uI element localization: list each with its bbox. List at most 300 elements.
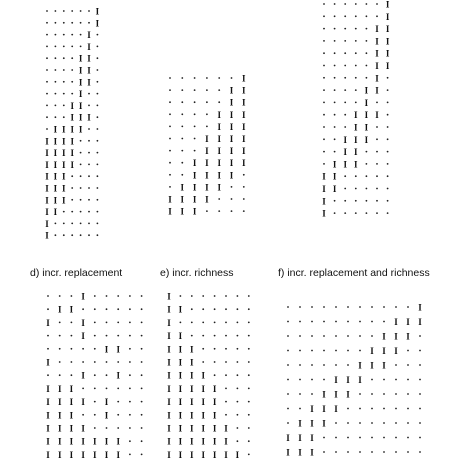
empty-cell xyxy=(311,306,313,308)
occupied-cell: I xyxy=(57,449,62,460)
empty-cell xyxy=(387,102,389,104)
empty-cell xyxy=(355,200,357,202)
occupied-cell: I xyxy=(364,97,369,108)
empty-cell xyxy=(181,126,183,128)
empty-cell xyxy=(191,308,193,310)
empty-cell xyxy=(395,408,397,410)
occupied-cell: I xyxy=(190,449,194,460)
empty-cell xyxy=(169,126,171,128)
empty-cell xyxy=(80,152,82,154)
empty-cell xyxy=(335,451,337,453)
occupied-cell: I xyxy=(78,89,83,100)
empty-cell xyxy=(347,306,349,308)
empty-cell xyxy=(202,348,204,350)
empty-cell xyxy=(106,295,108,297)
empty-cell xyxy=(359,422,361,424)
empty-cell xyxy=(344,28,346,30)
occupied-cell: I xyxy=(78,100,83,111)
empty-cell xyxy=(347,422,349,424)
empty-cell xyxy=(311,393,313,395)
empty-cell xyxy=(335,422,337,424)
occupied-cell: I xyxy=(364,85,369,96)
empty-cell xyxy=(323,126,325,128)
occupied-cell: I xyxy=(385,61,390,71)
empty-cell xyxy=(88,140,90,142)
empty-cell xyxy=(46,46,48,48)
empty-cell xyxy=(344,77,346,79)
occupied-cell: I xyxy=(205,158,209,169)
empty-cell xyxy=(237,374,239,376)
occupied-cell: I xyxy=(167,304,171,315)
empty-cell xyxy=(194,138,196,140)
empty-cell xyxy=(206,126,208,128)
empty-cell xyxy=(71,295,73,297)
occupied-cell: I xyxy=(57,397,62,408)
empty-cell xyxy=(323,437,325,439)
empty-cell xyxy=(335,350,337,352)
empty-cell xyxy=(141,295,143,297)
empty-cell xyxy=(371,335,373,337)
empty-cell xyxy=(225,388,227,390)
empty-cell xyxy=(371,306,373,308)
occupied-cell: I xyxy=(229,85,234,96)
empty-cell xyxy=(129,361,131,363)
empty-cell xyxy=(347,335,349,337)
occupied-cell: I xyxy=(375,85,379,96)
occupied-cell: I xyxy=(394,317,398,327)
empty-cell xyxy=(71,234,73,236)
occupied-cell: I xyxy=(167,291,171,302)
occupied-cell: I xyxy=(167,449,171,460)
empty-cell xyxy=(248,454,250,456)
occupied-cell: I xyxy=(385,11,390,22)
empty-cell xyxy=(334,151,336,153)
occupied-cell: I xyxy=(343,159,347,170)
empty-cell xyxy=(46,57,48,59)
occupied-cell: I xyxy=(45,195,49,206)
empty-cell xyxy=(355,188,357,190)
empty-cell xyxy=(63,93,65,95)
occupied-cell: I xyxy=(354,147,358,158)
occupied-cell: I xyxy=(212,436,217,447)
occupied-cell: I xyxy=(332,171,337,182)
empty-cell xyxy=(169,186,171,188)
occupied-cell: I xyxy=(201,383,205,394)
occupied-cell: I xyxy=(87,41,91,52)
occupied-cell: I xyxy=(46,423,50,434)
occupied-cell: I xyxy=(116,436,120,447)
empty-cell xyxy=(71,348,73,350)
empty-cell xyxy=(71,322,73,324)
empty-cell xyxy=(387,114,389,116)
empty-cell xyxy=(129,388,131,390)
occupied-cell: I xyxy=(78,53,83,64)
occupied-cell: I xyxy=(167,344,171,355)
occupied-cell: I xyxy=(62,195,66,206)
empty-cell xyxy=(97,164,99,166)
empty-cell xyxy=(129,454,131,456)
empty-cell xyxy=(347,408,349,410)
empty-cell xyxy=(243,186,245,188)
occupied-cell: I xyxy=(168,194,172,205)
empty-cell xyxy=(47,374,49,376)
empty-cell xyxy=(71,46,73,48)
empty-cell xyxy=(347,364,349,366)
occupied-cell: I xyxy=(81,423,85,434)
occupied-cell: I xyxy=(95,18,100,29)
empty-cell xyxy=(323,3,325,5)
occupied-cell: I xyxy=(201,410,205,421)
empty-cell xyxy=(287,393,289,395)
empty-cell xyxy=(80,223,82,225)
occupied-cell: I xyxy=(69,410,74,421)
empty-cell xyxy=(55,69,57,71)
empty-cell xyxy=(344,89,346,91)
empty-cell xyxy=(344,102,346,104)
empty-cell xyxy=(248,401,250,403)
empty-cell xyxy=(106,374,108,376)
empty-cell xyxy=(94,388,96,390)
empty-cell xyxy=(359,437,361,439)
empty-cell xyxy=(55,22,57,24)
occupied-cell: I xyxy=(178,449,183,460)
empty-cell xyxy=(419,350,421,352)
empty-cell xyxy=(366,212,368,214)
empty-cell xyxy=(355,28,357,30)
empty-cell xyxy=(237,440,239,442)
empty-cell xyxy=(344,15,346,17)
empty-cell xyxy=(63,34,65,36)
occupied-cell: I xyxy=(178,410,183,421)
empty-cell xyxy=(206,89,208,91)
empty-cell xyxy=(366,65,368,67)
occupied-cell: I xyxy=(180,182,185,193)
empty-cell xyxy=(94,374,96,376)
empty-cell xyxy=(225,374,227,376)
occupied-cell: I xyxy=(375,24,379,35)
empty-cell xyxy=(80,10,82,12)
panel-i-matrix xyxy=(286,303,422,458)
empty-cell xyxy=(82,308,84,310)
empty-cell xyxy=(63,234,65,236)
occupied-cell: I xyxy=(217,121,221,132)
empty-cell xyxy=(202,308,204,310)
occupied-cell: I xyxy=(205,182,209,193)
occupied-cell: I xyxy=(343,147,347,158)
empty-cell xyxy=(129,348,131,350)
empty-cell xyxy=(355,52,357,54)
occupied-cell: I xyxy=(45,183,49,194)
occupied-cell: I xyxy=(178,423,183,434)
empty-cell xyxy=(376,3,378,5)
empty-cell xyxy=(106,335,108,337)
occupied-cell: I xyxy=(46,383,50,394)
occupied-cell: I xyxy=(346,389,350,400)
empty-cell xyxy=(335,306,337,308)
empty-cell xyxy=(117,388,119,390)
occupied-cell: I xyxy=(180,194,185,205)
occupied-cell: I xyxy=(358,375,362,385)
empty-cell xyxy=(407,350,409,352)
empty-cell xyxy=(371,393,373,395)
empty-cell xyxy=(206,77,208,79)
empty-cell xyxy=(248,440,250,442)
empty-cell xyxy=(80,199,82,201)
empty-cell xyxy=(141,401,143,403)
empty-cell xyxy=(63,22,65,24)
occupied-cell: I xyxy=(87,65,91,76)
empty-cell xyxy=(46,128,48,130)
empty-cell xyxy=(97,234,99,236)
empty-cell xyxy=(46,34,48,36)
occupied-cell: I xyxy=(70,136,74,147)
occupied-cell: I xyxy=(358,360,362,371)
empty-cell xyxy=(117,308,119,310)
empty-cell xyxy=(59,295,61,297)
empty-cell xyxy=(299,393,301,395)
empty-cell xyxy=(71,93,73,95)
occupied-cell: I xyxy=(53,136,58,147)
occupied-cell: I xyxy=(242,146,246,157)
occupied-cell: I xyxy=(45,218,49,229)
empty-cell xyxy=(344,65,346,67)
occupied-cell: I xyxy=(81,449,85,460)
occupied-cell: I xyxy=(286,447,290,458)
empty-cell xyxy=(46,93,48,95)
empty-cell xyxy=(419,393,421,395)
occupied-cell: I xyxy=(212,423,217,434)
empty-cell xyxy=(80,46,82,48)
occupied-cell: I xyxy=(45,159,49,170)
empty-cell xyxy=(225,295,227,297)
empty-cell xyxy=(181,77,183,79)
empty-cell xyxy=(334,15,336,17)
empty-cell xyxy=(194,126,196,128)
empty-cell xyxy=(88,164,90,166)
empty-cell xyxy=(218,210,220,212)
empty-cell xyxy=(225,348,227,350)
occupied-cell: I xyxy=(53,171,58,182)
occupied-cell: I xyxy=(178,383,183,394)
empty-cell xyxy=(94,401,96,403)
occupied-cell: I xyxy=(310,447,314,458)
empty-cell xyxy=(88,223,90,225)
occupied-cell: I xyxy=(201,397,205,408)
occupied-cell: I xyxy=(354,134,358,145)
empty-cell xyxy=(117,322,119,324)
occupied-cell: I xyxy=(69,449,74,460)
empty-cell xyxy=(181,150,183,152)
occupied-cell: I xyxy=(53,195,58,206)
empty-cell xyxy=(387,151,389,153)
empty-cell xyxy=(366,52,368,54)
empty-cell xyxy=(311,350,313,352)
occupied-cell: I xyxy=(192,158,197,169)
occupied-cell: I xyxy=(70,124,74,135)
occupied-cell: I xyxy=(190,357,194,368)
occupied-cell: I xyxy=(385,24,390,35)
empty-cell xyxy=(63,10,65,12)
empty-cell xyxy=(323,40,325,42)
empty-cell xyxy=(395,306,397,308)
occupied-cell: I xyxy=(385,36,390,47)
empty-cell xyxy=(248,414,250,416)
occupied-cell: I xyxy=(354,159,358,170)
empty-cell xyxy=(355,175,357,177)
empty-cell xyxy=(311,364,313,366)
empty-cell xyxy=(407,393,409,395)
occupied-cell: I xyxy=(229,170,234,181)
empty-cell xyxy=(419,408,421,410)
occupied-cell: I xyxy=(178,397,183,408)
panel-d-matrix xyxy=(45,7,99,241)
occupied-cell: I xyxy=(167,436,171,447)
occupied-cell: I xyxy=(190,383,194,394)
empty-cell xyxy=(371,451,373,453)
occupied-cell: I xyxy=(375,110,379,121)
empty-cell xyxy=(97,46,99,48)
empty-cell xyxy=(88,152,90,154)
empty-cell xyxy=(194,101,196,103)
empty-cell xyxy=(243,198,245,200)
empty-cell xyxy=(88,105,90,107)
occupied-cell: I xyxy=(167,423,171,434)
empty-cell xyxy=(366,77,368,79)
empty-cell xyxy=(225,414,227,416)
occupied-cell: I xyxy=(62,148,66,159)
empty-cell xyxy=(366,40,368,42)
occupied-cell: I xyxy=(192,182,197,193)
empty-cell xyxy=(169,113,171,115)
occupied-cell: I xyxy=(217,146,221,157)
empty-cell xyxy=(181,138,183,140)
empty-cell xyxy=(106,388,108,390)
empty-cell xyxy=(141,308,143,310)
empty-cell xyxy=(225,322,227,324)
occupied-cell: I xyxy=(298,433,302,443)
occupied-cell: I xyxy=(364,122,369,133)
empty-cell xyxy=(335,335,337,337)
empty-cell xyxy=(395,422,397,424)
occupied-cell: I xyxy=(322,404,326,414)
empty-cell xyxy=(355,212,357,214)
occupied-cell: I xyxy=(346,375,350,385)
empty-cell xyxy=(371,437,373,439)
empty-cell xyxy=(366,15,368,17)
occupied-cell: I xyxy=(46,410,50,421)
empty-cell xyxy=(97,81,99,83)
empty-cell xyxy=(71,81,73,83)
empty-cell xyxy=(218,198,220,200)
empty-cell xyxy=(407,306,409,308)
empty-cell xyxy=(202,295,204,297)
empty-cell xyxy=(287,408,289,410)
occupied-cell: I xyxy=(70,112,74,123)
occupied-cell: I xyxy=(322,208,326,219)
empty-cell xyxy=(335,364,337,366)
empty-cell xyxy=(46,10,48,12)
empty-cell xyxy=(71,199,73,201)
empty-cell xyxy=(71,57,73,59)
empty-cell xyxy=(419,379,421,381)
empty-cell xyxy=(334,102,336,104)
empty-cell xyxy=(237,414,239,416)
occupied-cell: I xyxy=(310,433,314,443)
empty-cell xyxy=(63,211,65,213)
occupied-cell: I xyxy=(334,375,338,385)
occupied-cell: I xyxy=(298,418,302,429)
empty-cell xyxy=(46,105,48,107)
empty-cell xyxy=(231,210,233,212)
empty-cell xyxy=(248,427,250,429)
empty-cell xyxy=(287,350,289,352)
empty-cell xyxy=(387,200,389,202)
empty-cell xyxy=(129,308,131,310)
empty-cell xyxy=(376,212,378,214)
empty-cell xyxy=(202,322,204,324)
occupied-cell: I xyxy=(406,317,410,327)
empty-cell xyxy=(323,321,325,323)
occupied-cell: I xyxy=(81,331,85,342)
empty-cell xyxy=(419,335,421,337)
occupied-cell: I xyxy=(322,196,326,207)
occupied-cell: I xyxy=(322,389,326,400)
empty-cell xyxy=(94,427,96,429)
occupied-cell: I xyxy=(81,436,85,447)
occupied-cell: I xyxy=(205,194,209,205)
empty-cell xyxy=(71,10,73,12)
empty-cell xyxy=(82,388,84,390)
panel-g-matrix xyxy=(46,292,142,460)
occupied-cell: I xyxy=(178,344,183,355)
empty-cell xyxy=(299,379,301,381)
empty-cell xyxy=(344,200,346,202)
empty-cell xyxy=(334,28,336,30)
occupied-cell: I xyxy=(201,436,205,447)
empty-cell xyxy=(383,422,385,424)
empty-cell xyxy=(359,306,361,308)
empty-cell xyxy=(88,211,90,213)
empty-cell xyxy=(371,321,373,323)
empty-cell xyxy=(117,335,119,337)
occupied-cell: I xyxy=(45,148,49,159)
empty-cell xyxy=(334,212,336,214)
occupied-cell: I xyxy=(46,317,50,328)
occupied-cell: I xyxy=(334,404,338,414)
occupied-cell: I xyxy=(62,124,66,135)
occupied-cell: I xyxy=(178,304,183,315)
empty-cell xyxy=(287,306,289,308)
empty-cell xyxy=(88,234,90,236)
empty-cell xyxy=(97,116,99,118)
occupied-cell: I xyxy=(167,317,171,328)
empty-cell xyxy=(376,15,378,17)
empty-cell xyxy=(71,374,73,376)
empty-cell xyxy=(141,414,143,416)
empty-cell xyxy=(323,335,325,337)
empty-cell xyxy=(231,186,233,188)
empty-cell xyxy=(376,163,378,165)
occupied-cell: I xyxy=(78,77,83,88)
empty-cell xyxy=(359,408,361,410)
empty-cell xyxy=(347,350,349,352)
occupied-cell: I xyxy=(178,331,183,342)
empty-cell xyxy=(248,295,250,297)
empty-cell xyxy=(194,77,196,79)
empty-cell xyxy=(383,408,385,410)
occupied-cell: I xyxy=(53,124,58,135)
empty-cell xyxy=(94,322,96,324)
